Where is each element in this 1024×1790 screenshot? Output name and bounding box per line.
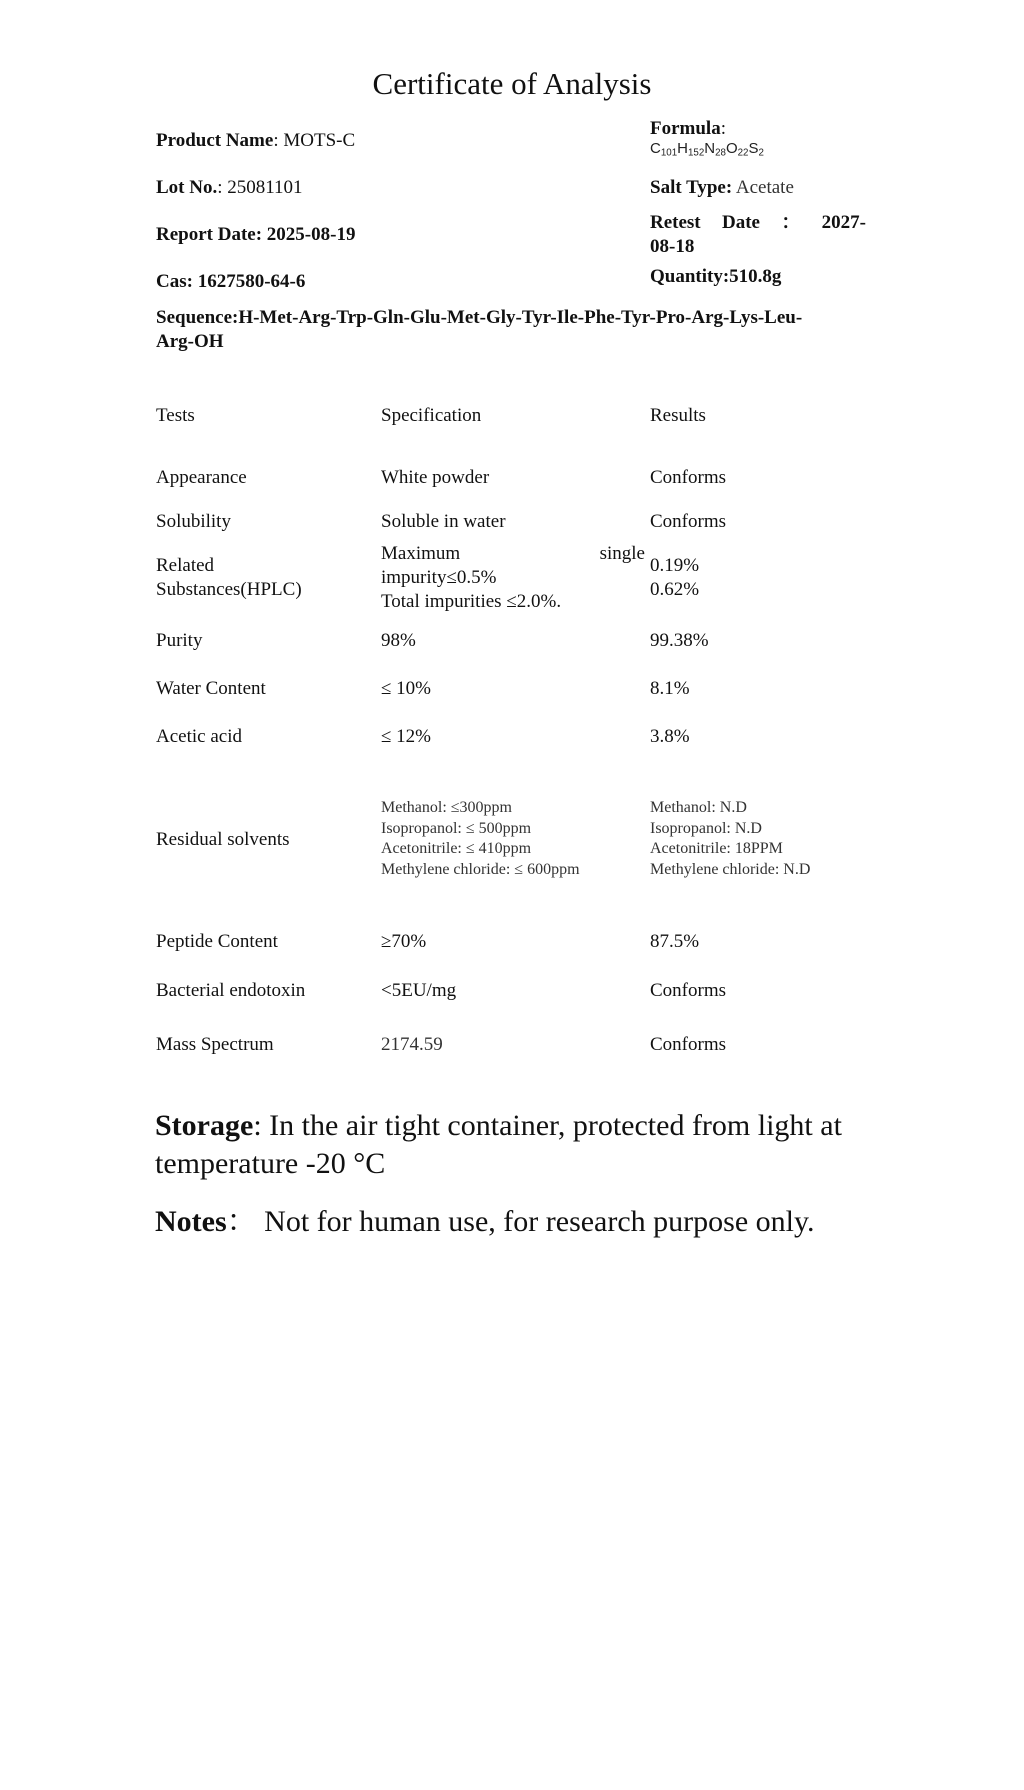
salt-type-value: Acetate (735, 177, 794, 198)
retest-date: Retest Date ： 2027- 08-18 (650, 212, 866, 257)
formula: Formula: $C_{101}H_{152}N_{28}O_{22}S_2$ (650, 117, 866, 163)
lot-number: Lot No.: 25081101 (156, 177, 303, 198)
column-header-specification: Specification (381, 405, 482, 426)
salt-type-label: Salt Type: (650, 177, 733, 198)
lot-value: 25081101 (227, 177, 303, 198)
product-name: Product Name: MOTS-C (156, 130, 356, 151)
formula-label: Formula (650, 118, 721, 139)
notes-statement: Notes： Not for human use, for research purpose only. (155, 1205, 815, 1238)
product-name-value: MOTS-C (283, 130, 356, 151)
column-header-results: Results (650, 405, 706, 426)
report-date: Report Date: 2025-08-19 (156, 224, 356, 245)
notes-label: Notes (155, 1205, 227, 1238)
document-title: Certificate of Analysis (372, 66, 652, 101)
sequence: Sequence:H-Met-Arg-Trp-Gln-Glu-Met-Gly-Tyr-Ile-Phe-Tyr-Pro-Arg-Lys-Leu- Arg-OH (156, 307, 803, 352)
formula-value: $C_{101}H_{152}N_{28}O_{22}S_2$ (650, 140, 764, 159)
lot-label: Lot No. (156, 177, 218, 198)
column-header-tests: Tests (156, 405, 195, 426)
salt-type (650, 176, 866, 200)
quantity: Quantity:510.8g (650, 266, 782, 287)
cas-number: Cas: 1627580-64-6 (156, 271, 306, 292)
storage-statement: Storage: In the air tight container, protected from light at temperature -20 °C (155, 1109, 842, 1180)
product-name-label: Product Name (156, 130, 274, 151)
storage-label: Storage (155, 1109, 254, 1142)
